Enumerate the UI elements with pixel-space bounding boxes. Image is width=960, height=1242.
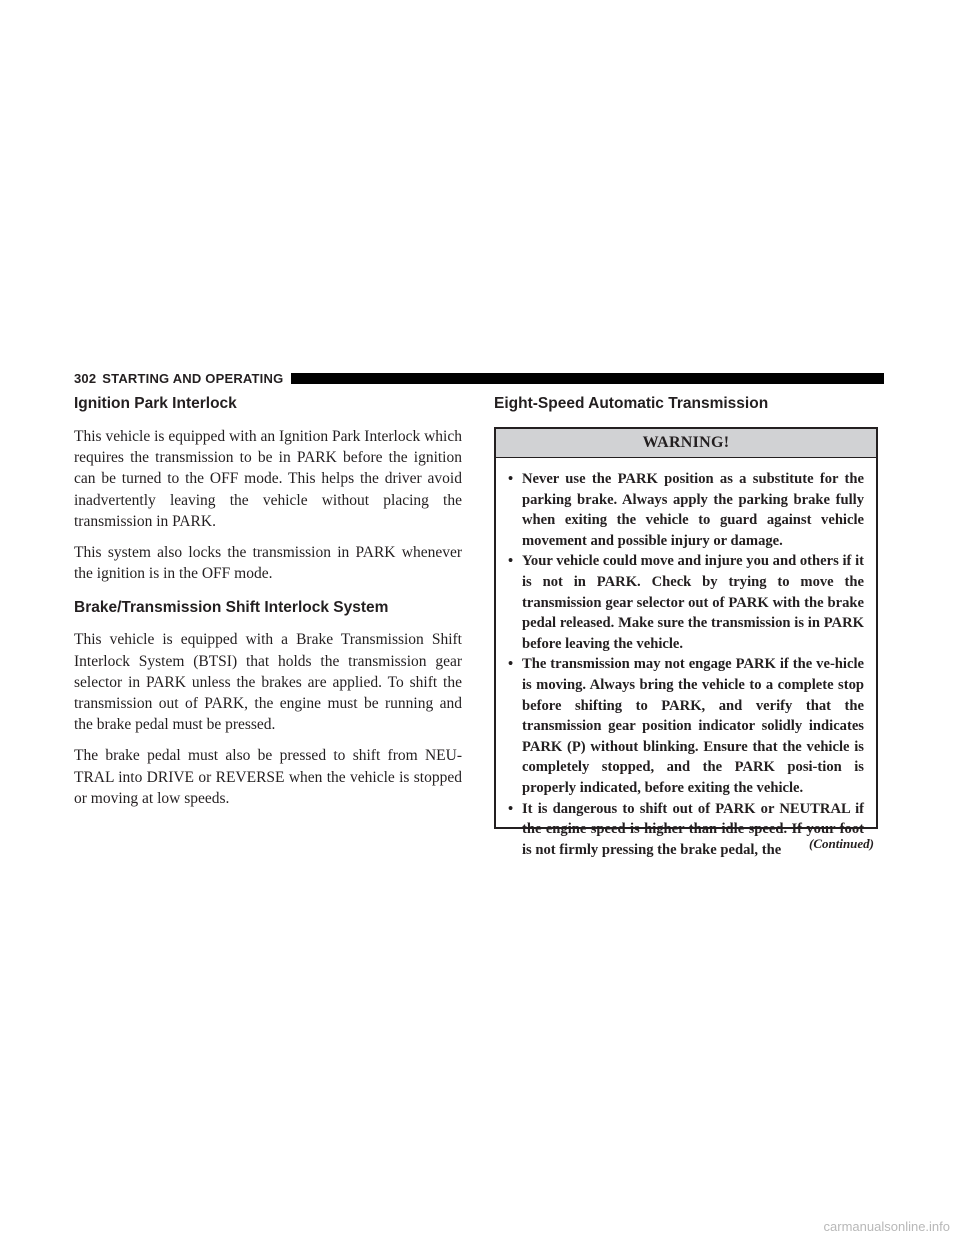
warning-title: WARNING! — [496, 429, 876, 458]
page-number: 302 — [74, 370, 97, 386]
warning-text: The transmission may not engage PARK if the ve-hicle is moving. Always bring the vehicle to a complete stop before shifting to PARK, and verify that the transmission gear position indicator solidly indicates PARK (P) without blinking. Ensure that the vehicle is completely stopped, and the PARK posi-tion is properly indicated, before exiting the vehicle. — [522, 656, 864, 796]
paragraph: This vehicle is equipped with an Ignition Park Interlock which requires the transmission to be in PARK before the ignition can be turned to the OFF mode. This helps the driver avoid inadvertently leaving the vehicle without placing the transmission in PARK. — [74, 428, 462, 530]
continued-note: (Continued) — [808, 836, 874, 851]
heading-brake-shift-interlock: Brake/Transmission Shift Interlock System — [74, 599, 389, 617]
warning-item — [508, 654, 864, 798]
warning-item — [508, 551, 864, 654]
bullet-icon: • — [508, 656, 514, 673]
watermark[interactable]: carmanualsonline.info — [823, 1219, 950, 1234]
paragraph: This vehicle is equipped with a Brake Transmission Shift Interlock System (BTSI) that holds the transmission gear selector in PARK unless the brakes are applied. To shift the transmission out of PARK, the engine must be running and the brake pedal must be pressed. — [74, 631, 462, 734]
warning-text: It is dangerous to shift out of PARK or NEUTRAL if the engine speed is higher than idle speed. If your foot is not firmly pressing the brake pedal, the — [522, 800, 864, 858]
warning-list — [496, 458, 876, 860]
warning-text: Your vehicle could move and injure you and others if it is not in PARK. Check by trying to move the transmission gear selector out of PARK with the brake pedal released. Make sure the transmission is in PARK before leaving the vehicle. — [522, 553, 864, 652]
section-title: STARTING AND OPERATING — [102, 370, 284, 386]
warning-text: Never use the PARK position as a substitute for the parking brake. Always apply the parking brake fully when exiting the vehicle to guard against vehicle movement and possible injury or damage. — [522, 471, 864, 549]
paragraph: This system also locks the transmission in PARK whenever the ignition is in the OFF mode. — [74, 544, 462, 583]
heading-eight-speed-transmission: Eight-Speed Automatic Transmission — [494, 395, 769, 412]
bullet-icon: • — [508, 553, 514, 570]
header-rule — [291, 373, 884, 384]
paragraph: The brake pedal must also be pressed to shift from NEU-TRAL into DRIVE or REVERSE when the vehicle is stopped or moving at low speeds. — [74, 747, 462, 807]
heading-ignition-park-interlock: Ignition Park Interlock — [74, 395, 237, 412]
warning-item — [508, 469, 864, 551]
bullet-icon: • — [508, 471, 514, 487]
left-column — [74, 392, 462, 819]
bullet-icon: • — [508, 800, 514, 817]
page-header — [74, 370, 884, 386]
